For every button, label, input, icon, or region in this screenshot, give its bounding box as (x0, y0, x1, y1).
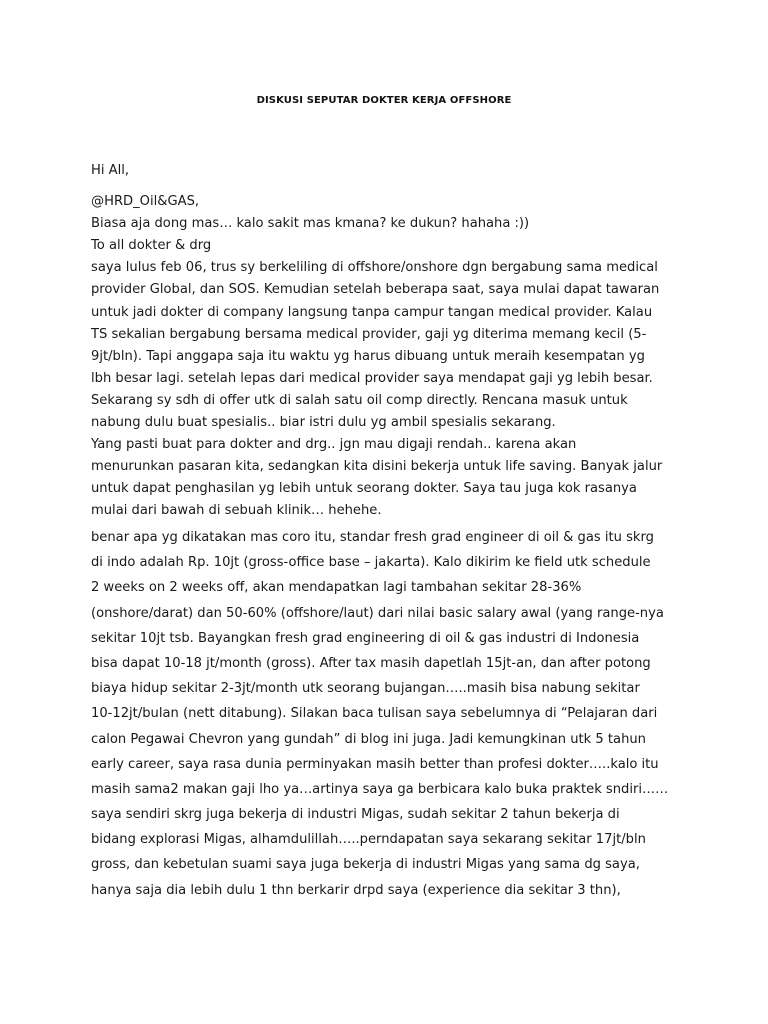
text-line: sekitar 10jt tsb. Bayangkan fresh grad engineering di oil & gas industri di Indonesia (91, 630, 640, 646)
text-line: untuk jadi dokter di company langsung tanpa campur tangan medical provider. Kalau (91, 304, 653, 320)
comment-section-1 (91, 160, 691, 523)
text-line: 10-12jt/bulan (nett ditabung). Silakan baca tulisan saya sebelumnya di “Pelajaran dari (91, 706, 658, 722)
text-line: Yang pasti buat para dokter and drg.. jgn mau digaji rendah.. karena akan (91, 437, 577, 453)
text-line: Biasa aja dong mas… kalo sakit mas kmana? ke dukun? hahaha :)) (91, 216, 530, 232)
text-line: untuk dapat penghasilan yg lebih untuk seorang dokter. Saya tau juga kok rasanya (91, 481, 637, 497)
text-line: bidang explorasi Migas, alhamdulillah…..perndapatan saya sekarang sekitar 17jt/bln (91, 832, 646, 848)
text-line: saya lulus feb 06, trus sy berkeliling di offshore/onshore dgn bergabung sama medical (91, 260, 658, 276)
text-line: benar apa yg dikatakan mas coro itu, standar fresh grad engineer di oil & gas itu skrg (91, 530, 654, 545)
greeting-line: Hi All, (91, 163, 130, 178)
text-line: menurunkan pasaran kita, sedangkan kita disini bekerja untuk life saving. Banyak jalur (91, 459, 663, 475)
text-line: hanya saja dia lebih dulu 1 thn berkarir drpd saya (experience dia sekitar 3 thn), (91, 882, 621, 898)
text-line: biaya hidup sekitar 2-3jt/month utk seorang bujangan…..masih bisa nabung sekitar (91, 681, 640, 697)
text-line: lbh besar lagi. setelah lepas dari medical provider saya mendapat gaji yg lebih besar. (91, 370, 653, 386)
text-line: To all dokter & drg (91, 238, 212, 254)
section-1-paragraph (91, 191, 691, 522)
text-line: di indo adalah Rp. 10jt (gross-office base – jakarta). Kalo dikirim ke field utk schedule (91, 555, 651, 571)
text-line: saya sendiri skrg juga bekerja di industri Migas, sudah sekitar 2 tahun bekerja di (91, 807, 620, 823)
text-line: (onshore/darat) dan 50-60% (offshore/laut) dari nilai basic salary awal (yang range-nya (91, 605, 664, 621)
text-line: masih sama2 makan gaji lho ya…artinya saya ga berbicara kalo buka praktek sndiri…… (91, 781, 669, 797)
text-line: Sekarang sy sdh di offer utk di salah satu oil comp directly. Rencana masuk untuk (91, 392, 628, 408)
text-line: 9jt/bln). Tapi anggapa saja itu waktu yg harus dibuang untuk meraih kesempatan yg (91, 348, 645, 364)
text-line: mulai dari bawah di sebuah klinik… hehehe. (91, 503, 382, 519)
text-line: early career, saya rasa dunia perminyakan masih better than profesi dokter…..kalo itu (91, 756, 659, 772)
text-line: @HRD_Oil&GAS, (91, 194, 200, 210)
section-2-paragraph (91, 525, 691, 903)
text-line: gross, dan kebetulan suami saya juga bekerja di industri Migas yang sama dg saya, (91, 857, 640, 873)
document-title: DISKUSI SEPUTAR DOKTER KERJA OFFSHORE (256, 95, 512, 106)
text-line: nabung dulu buat spesialis.. biar istri dulu yg ambil spesialis sekarang. (91, 415, 556, 431)
text-line: calon Pegawai Chevron yang gundah” di blog ini juga. Jadi kemungkinan utk 5 tahun (91, 731, 646, 747)
text-line: bisa dapat 10-18 jt/month (gross). After tax masih dapetlah 15jt-an, dan after potong (91, 655, 651, 671)
text-line: provider Global, dan SOS. Kemudian setelah beberapa saat, saya mulai dapat tawaran (91, 282, 660, 298)
text-line: 2 weeks on 2 weeks off, akan mendapatkan lagi tambahan sekitar 28-36% (91, 580, 582, 596)
text-line: TS sekalian bergabung bersama medical provider, gaji yg diterima memang kecil (5- (91, 326, 647, 342)
comment-section-2 (91, 525, 691, 903)
